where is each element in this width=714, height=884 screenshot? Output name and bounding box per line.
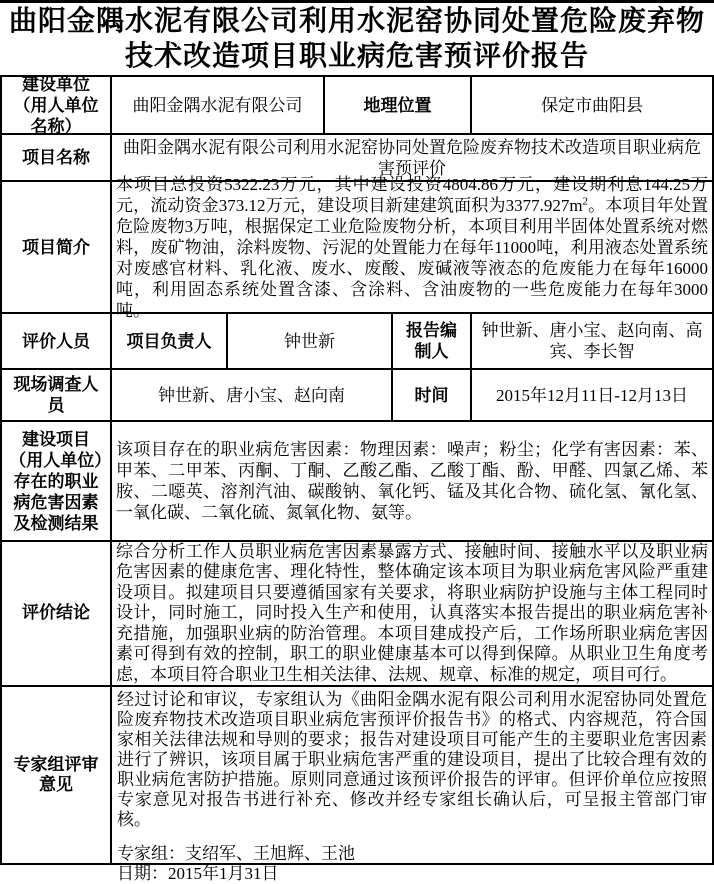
row-evaluators	[2, 314, 712, 370]
conclusion-text: 综合分析工作人员职业病危害因素暴露方式、接触时间、接触水平以及职业病危害因素的健康危害、理化特性，整体确定该本项目为职业病危害风险严重建设项目。拟建项目只要遵循国家有关要求，将职业病防护设施与主体工程同时设计，同时施工，同时投入生产和使用，认真落实本报告提出的职业病危害补充措施，加强职业病的防治管理。本项目建成投产后，工作场所职业病危害因素可得到有效的控制，职工的职业健康基本可以得到保障。从职业卫生角度考虑，本项目符合职业卫生相关法律、法规、规章、标准的规定，项目可行。	[116, 541, 708, 684]
report-table	[0, 74, 714, 883]
project-summary-label: 项目简介	[2, 182, 112, 312]
conclusion-label: 评价结论	[2, 542, 112, 685]
hazard-factors-label: 建设项目（用人单位）存在的职业病危害因素及检测结果	[2, 422, 112, 540]
site-survey-label: 现场调查人员	[2, 370, 112, 420]
project-name-value: 曲阳金隅水泥有限公司利用水泥窑协同处置危险废弃物技术改造项目职业病危害预评价	[123, 137, 701, 178]
expert-review-spacer	[117, 830, 707, 844]
expert-group-line: 专家组：支绍军、王旭辉、王池	[117, 844, 355, 863]
time-label: 时间	[393, 370, 472, 420]
evaluators-label: 评价人员	[2, 314, 112, 368]
expert-review-value	[112, 687, 712, 883]
construction-unit-label: 建设单位（用人单位名称）	[2, 77, 112, 133]
page-title: 曲阳金隅水泥有限公司利用水泥窑协同处置危险废弃物技术改造项目职业病危害预评价报告	[8, 6, 705, 72]
row-site-survey	[2, 370, 712, 422]
time-value: 2015年12月11日-12月13日	[495, 385, 689, 405]
project-name-label: 项目名称	[2, 135, 112, 180]
expert-review-paragraph: 经过讨论和审议，专家组认为《曲阳金隅水泥有限公司利用水泥窑协同处置危险废弃物技术改造项目职业病危害预评价报告书》的格式、内容规范，符合国家相关法律法规和导则的要求；报告对建设项目可能产生的主要职业危害因素进行了辨识，该项目属于职业病危害严重的建设项目，提出了比较合理有效的职业病危害防护措施。原则同意通过该预评价报告的评审。但评价单位应按照专家意见对报告书进行补充、修改并经专家组长确认后，可呈报主管部门审核。	[117, 690, 707, 829]
project-summary-value	[112, 174, 712, 320]
summary-part2: 。本项目年处置危险废物3万吨，根据保定工业危险废物分析，本项目利用半固体处置系统对燃料，废矿物油，涂料废物、污泥的处置能力在每年11000吨，利用液态处置系统对废感官材料、乳化液、废水、废酸、废碱液等液态的危废能力在每年16000吨，利用固态系统处置含漆、含涂料、含油废物的一些危废能力在每年3000吨。	[116, 195, 708, 320]
row-project-summary	[2, 174, 712, 320]
row-conclusion	[2, 542, 712, 687]
summary-part1: 本项目总投资5322.23万元，其中建设投资4804.86万元，建设期利息144.25万元，流动资金373.12万元，建设项目新建建筑面积为3377.927m	[116, 174, 708, 215]
row-hazard-factors	[2, 422, 712, 542]
row-construction-unit	[2, 74, 712, 136]
location-label: 地理位置	[325, 77, 472, 133]
square-meter-superscript: 2	[582, 194, 589, 207]
project-summary-text	[116, 174, 708, 321]
hazard-factors-value	[112, 422, 712, 540]
row-expert-review	[2, 687, 712, 883]
conclusion-value	[112, 542, 712, 685]
project-leader-label: 项目负责人	[112, 314, 228, 368]
review-date-line: 日期：2015年1月31日	[117, 864, 279, 883]
project-leader-value: 钟世新	[228, 314, 393, 368]
expert-review-label: 专家组评审意见	[2, 687, 112, 863]
location-value: 保定市曲阳县	[541, 95, 643, 115]
report-editors-value: 钟世新、唐小宝、赵向南、高宾、李长智	[481, 321, 703, 361]
report-editors-label: 报告编制人	[393, 314, 472, 368]
site-survey-value: 钟世新、唐小宝、赵向南	[112, 370, 393, 420]
construction-unit-value: 曲阳金隅水泥有限公司	[112, 77, 325, 133]
hazard-factors-text: 该项目存在的职业病危害因素：物理因素：噪声；粉尘；化学有害因素：苯、甲苯、二甲苯、丙酮、丁酮、乙酸乙酯、乙酸丁酯、酚、甲醛、四氯乙烯、苯胺、二噁英、溶剂汽油、碳酸钠、氧化钙、锰及其化合物、硫化氢、氰化氢、一氧化碳、二氧化硫、氮氧化物、氨等。	[116, 440, 708, 522]
